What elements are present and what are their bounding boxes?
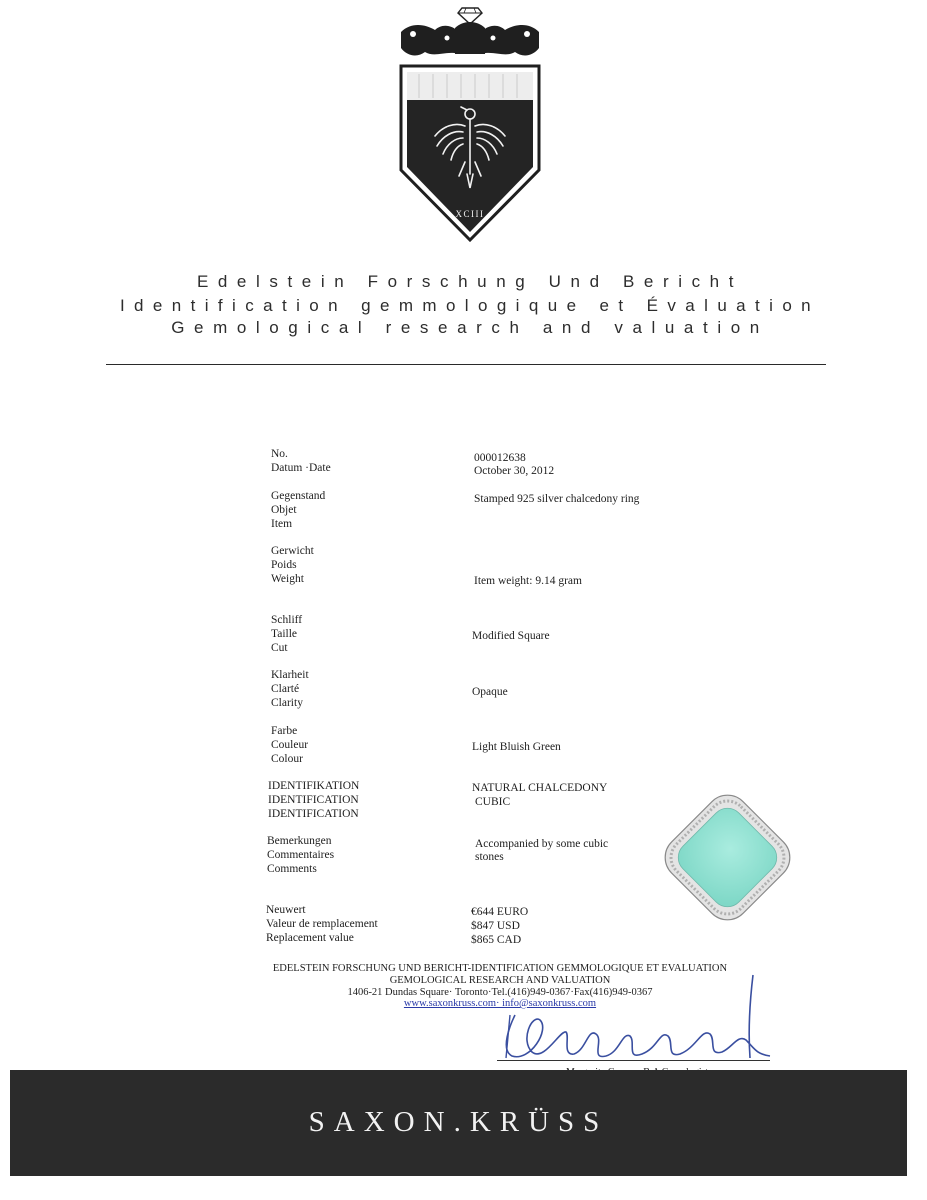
clarity-label-de: Klarheit	[271, 669, 309, 681]
replacement-label-en: Replacement value	[266, 932, 354, 944]
cut-label-en: Cut	[271, 642, 288, 654]
comments-value-1: Accompanied by some cubic	[475, 838, 609, 850]
date-label: Datum ·Date	[271, 462, 331, 474]
colour-label-en: Colour	[271, 753, 303, 765]
header-line-english: Gemological research and valuation	[171, 318, 769, 337]
signature-line	[497, 1060, 770, 1061]
comments-label-de: Bemerkungen	[267, 835, 332, 847]
item-label-fr: Objet	[271, 504, 297, 516]
item-label-de: Gegenstand	[271, 490, 326, 502]
weight-label-de: Gerwicht	[271, 545, 314, 557]
clarity-label-fr: Clarté	[271, 683, 300, 695]
weight-label-en: Weight	[271, 573, 304, 585]
identification-label-en: IDENTIFICATION	[268, 808, 359, 820]
cut-label-de: Schliff	[271, 614, 303, 626]
mantling-ornament	[401, 22, 539, 55]
colour-value: Light Bluish Green	[472, 741, 561, 753]
comments-label-en: Comments	[267, 863, 317, 875]
identification-label-fr: IDENTIFICATION	[268, 794, 359, 806]
item-value: Stamped 925 silver chalcedony ring	[474, 493, 640, 505]
diamond-icon	[458, 8, 482, 24]
footer-address: 1406-21 Dundas Square· Toronto·Tel.(416)949-0367·Fax(416)949-0367	[347, 987, 653, 998]
clarity-label-en: Clarity	[271, 697, 303, 709]
comments-value-2: stones	[475, 851, 504, 863]
cut-label-fr: Taille	[271, 628, 298, 640]
identification-value-1: NATURAL CHALCEDONY	[472, 782, 608, 794]
no-value: 000012638	[474, 452, 526, 464]
brand-name: SAXON.KRÜSS	[308, 1106, 609, 1138]
colour-label-fr: Couleur	[271, 739, 309, 751]
footer-line-2: GEMOLOGICAL RESEARCH AND VALUATION	[389, 975, 611, 986]
signature	[470, 970, 790, 1070]
replacement-euro: €644 EURO	[471, 906, 529, 918]
ring-photo	[655, 785, 800, 930]
footer-web-link[interactable]: www.saxonkruss.com· info@saxonkruss.com	[403, 998, 597, 1009]
replacement-label-de: Neuwert	[266, 904, 306, 916]
footer-line-1: EDELSTEIN FORSCHUNG UND BERICHT-IDENTIFICATION GEMMOLOGIQUE ET EVALUATION	[272, 963, 728, 974]
crest-eagle-logo	[395, 2, 545, 247]
no-label: No.	[271, 448, 288, 460]
crest-numeral: XCIII	[455, 209, 485, 219]
replacement-label-fr: Valeur de remplacement	[266, 918, 378, 930]
clarity-value: Opaque	[472, 686, 508, 698]
header-divider	[106, 364, 826, 365]
identification-value-2: CUBIC	[475, 796, 511, 808]
replacement-cad: $865 CAD	[471, 934, 522, 946]
header-line-german: Edelstein Forschung Und Bericht	[196, 272, 744, 291]
identification-label-de: IDENTIFIKATION	[268, 780, 360, 792]
date-value: October 30, 2012	[474, 465, 555, 477]
cut-value: Modified Square	[472, 630, 550, 642]
header-line-french: Identification gemmologique et Évaluation	[119, 296, 821, 315]
colour-label-de: Farbe	[271, 725, 298, 737]
weight-value: Item weight: 9.14 gram	[474, 575, 582, 587]
weight-label-fr: Poids	[271, 559, 297, 571]
item-label-en: Item	[271, 518, 293, 530]
comments-label-fr: Commentaires	[267, 849, 335, 861]
replacement-usd: $847 USD	[471, 920, 520, 932]
